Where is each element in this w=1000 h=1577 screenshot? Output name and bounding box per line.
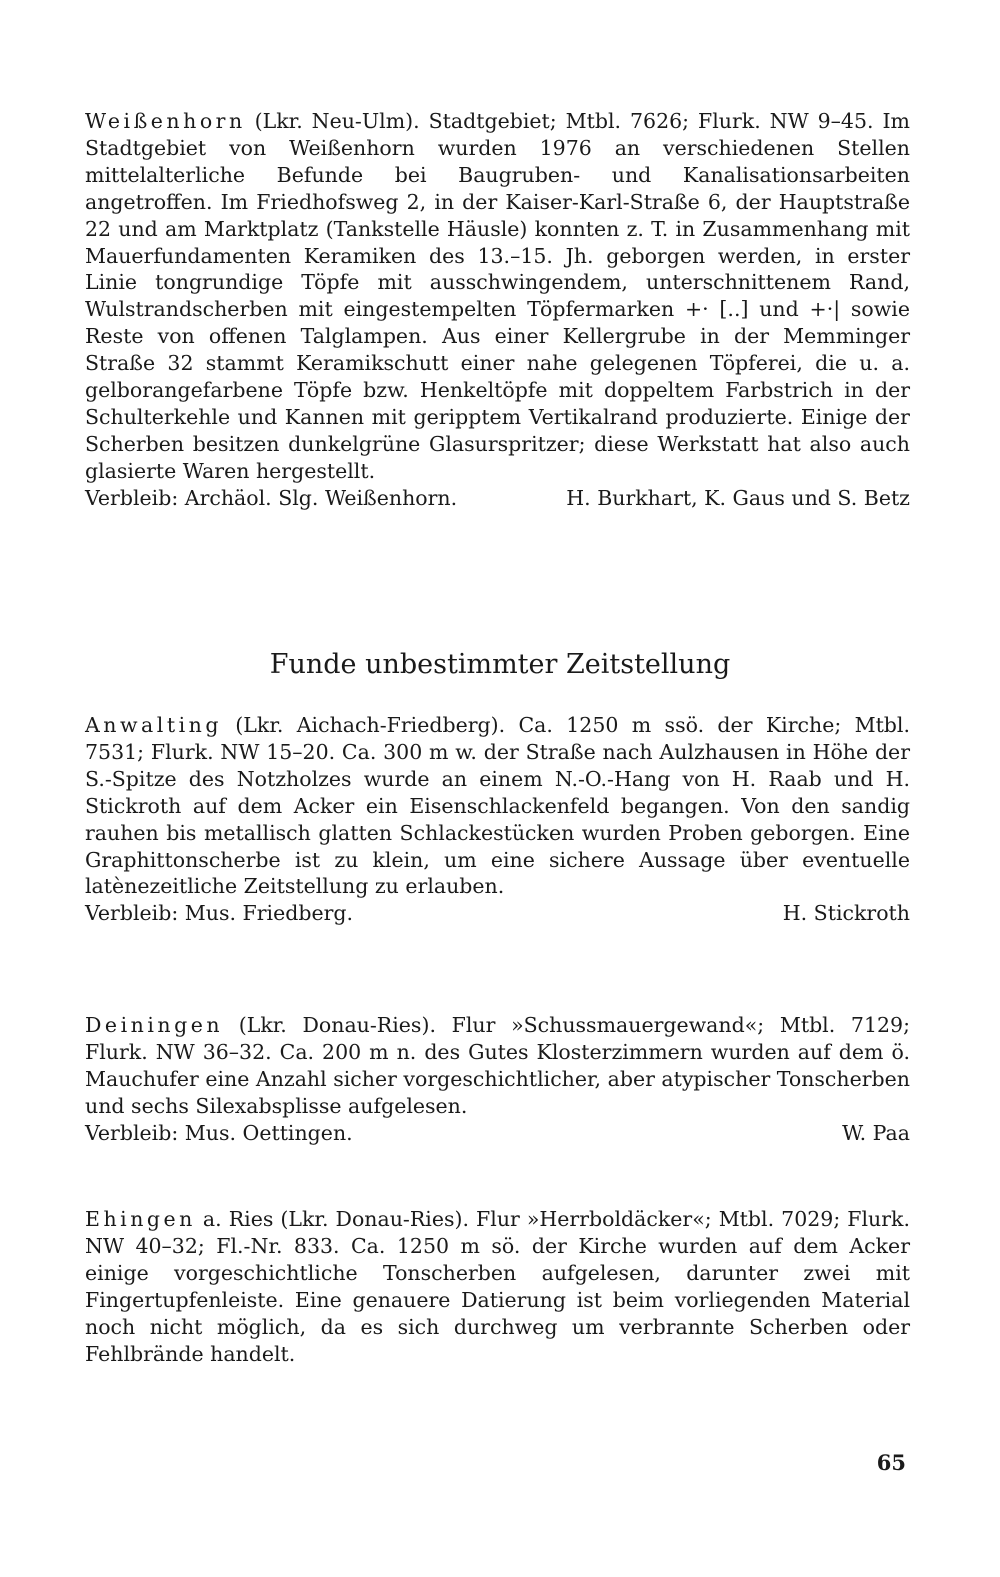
entry-anwalting [85, 712, 910, 927]
credit-line [85, 1120, 910, 1147]
author: H. Stickroth [782, 901, 910, 926]
verbleib: Verbleib: Mus. Oettingen. [85, 1120, 353, 1145]
place-name: Weißenhorn [85, 109, 246, 133]
entry-text [85, 712, 910, 900]
author: H. Burkhart, K. Gaus und S. Betz [566, 485, 910, 510]
place-name: Deiningen [85, 1013, 224, 1037]
credit-line [85, 485, 910, 512]
entry-body: (Lkr. Donau-Ries). Flur »Schussmauergewand«; Mtbl. 7129; Flurk. NW 36–32. Ca. 200 m n. des Gutes Klosterzimmern wurden auf dem ö. Mauchufer eine Anzahl sicher vorgeschichtlicher, aber atypischer Tonscherben und sechs Silexabsplisse aufgelesen. [85, 1013, 910, 1118]
credit-line [85, 900, 910, 927]
entry-deiningen [85, 1012, 910, 1147]
entry-body: a. Ries (Lkr. Donau-Ries). Flur »Herrboldäcker«; Mtbl. 7029; Flurk. NW 40–32; Fl.-Nr. 833. Ca. 1250 m sö. der Kirche wurden auf dem Acker einige vorgeschichtliche Tonscherben aufgelesen, darunter zwei mit Fingertupfenleiste. Eine genauere Datierung ist beim vorliegenden Material noch nicht möglich, da es sich durchweg um verbrannte Scherben oder Fehlbrände handelt. [85, 1207, 910, 1366]
author: W. Paa [842, 1120, 910, 1145]
entry-ehingen [85, 1206, 910, 1367]
page-number: 65 [876, 1450, 906, 1475]
place-name: Ehingen [85, 1207, 196, 1231]
entry-weissenhorn [85, 108, 910, 512]
place-name: Anwalting [85, 713, 222, 737]
verbleib: Verbleib: Mus. Friedberg. [85, 901, 354, 926]
entry-text [85, 108, 910, 485]
entry-text [85, 1206, 910, 1367]
entry-text [85, 1012, 910, 1120]
entry-body: (Lkr. Aichach-Friedberg). Ca. 1250 m ssö. der Kirche; Mtbl. 7531; Flurk. NW 15–20. Ca. 300 m w. der Straße nach Aulzhausen in Höhe der S.-Spitze des Notzholzes wurde an einem N.-O.-Hang von H. Raab und H. Stickroth auf dem Acker ein Eisenschlackenfeld begangen. Von den sandig rauhen bis metallisch glatten Schlackestücken wurden Proben geborgen. Eine Graphittonscherbe ist zu klein, um eine sichere Aussage über eventuelle latènezeitliche Zeitstellung zu erlauben. [85, 713, 910, 899]
verbleib: Verbleib: Archäol. Slg. Weißenhorn. [85, 485, 458, 510]
section-title: Funde unbestimmter Zeitstellung [269, 649, 731, 680]
entry-body: (Lkr. Neu-Ulm). Stadtgebiet; Mtbl. 7626; Flurk. NW 9–45. Im Stadtgebiet von Weißenhorn wurden 1976 an verschiedenen Stellen mittelalterliche Befunde bei Baugruben- und Kanalisationsarbeiten angetroffen. Im Friedhofsweg 2, in der Kaiser-Karl-Straße 6, der Hauptstraße 22 und am Marktplatz (Tankstelle Häusle) konnten z. T. in Zusammenhang mit Mauerfundamenten Keramiken des 13.–15. Jh. geborgen werden, in erster Linie tongrundige Töpfe mit ausschwingendem, unterschnittenem Rand, Wulstrandscherben mit eingestempelten Töpfermarken +· [..] und +·| sowie Reste von offenen Talglampen. Aus einer Kellergrube in der Memminger Straße 32 stammt Keramikschutt einer nahe gelegenen Töpferei, die u. a. gelborangefarbene Töpfe bzw. Henkeltöpfe mit doppeltem Farbstrich in der Schulterkehle und Kannen mit geripptem Vertikalrand produzierte. Einige der Scherben besitzen dunkelgrüne Glasurspritzer; diese Werkstatt hat also auch glasierte Waren hergestellt. [85, 109, 910, 483]
